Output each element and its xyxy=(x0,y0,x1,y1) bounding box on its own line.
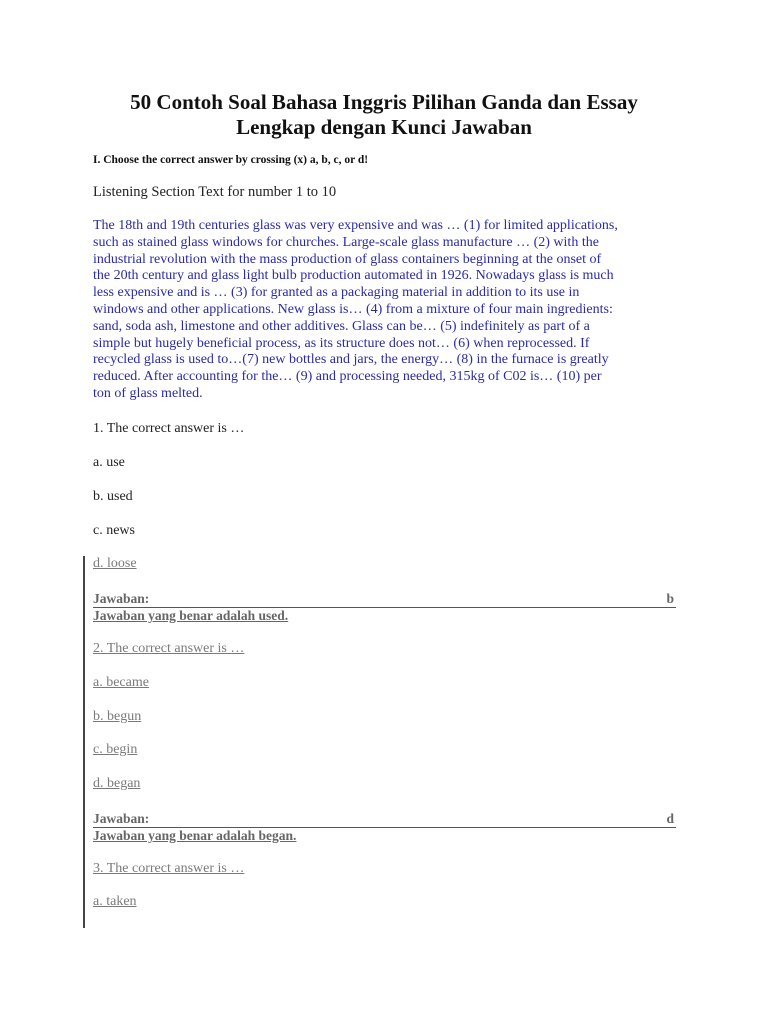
title-line-2: Lengkap dengan Kunci Jawaban xyxy=(236,115,532,139)
title-line-1: 50 Contoh Soal Bahasa Inggris Pilihan Ganda dan Essay xyxy=(130,90,638,114)
section-heading: Listening Section Text for number 1 to 10 xyxy=(93,184,337,200)
margin-bar xyxy=(83,556,85,928)
passage-line: less expensive and is … (3) for granted as a packaging material in addition to its use in xyxy=(93,285,580,301)
listening-passage xyxy=(93,218,678,403)
q1-answer-letter: b xyxy=(666,591,674,606)
q1-answer-row xyxy=(93,591,676,608)
q3-question: 3. The correct answer is … xyxy=(93,861,245,876)
q2-question: 2. The correct answer is … xyxy=(93,641,245,656)
q1-option-b: b. used xyxy=(93,489,133,504)
instruction: I. Choose the correct answer by crossing (x) a, b, c, or d! xyxy=(93,154,369,166)
page-title xyxy=(60,90,708,140)
q2-answer-label: Jawaban: xyxy=(93,811,150,826)
q1-option-a: a. use xyxy=(93,455,125,470)
q2-option-b: b. begun xyxy=(93,709,142,724)
q2-explanation: Jawaban yang benar adalah began. xyxy=(93,828,297,843)
passage-line: the 20th century and glass light bulb production automated in 1926. Nowadays glass is much xyxy=(93,268,614,284)
q1-option-c: c. news xyxy=(93,523,135,538)
passage-line: simple but hugely beneficial process, as its structure does not… (6) when reprocessed. If xyxy=(93,335,590,351)
q2-option-d: d. began xyxy=(93,776,141,791)
q2-answer-letter: d xyxy=(666,811,674,826)
q1-question: 1. The correct answer is … xyxy=(93,421,245,436)
q1-answer-label: Jawaban: xyxy=(93,591,150,606)
passage-line: reduced. After accounting for the… (9) and processing needed, 315kg of C02 is… (10) per xyxy=(93,369,602,385)
q1-explanation: Jawaban yang benar adalah used. xyxy=(93,608,289,623)
passage-line: sand, soda ash, limestone and other additives. Glass can be… (5) indefinitely as part of a xyxy=(93,318,590,334)
q3-option-a: a. taken xyxy=(93,894,137,909)
q2-option-c: c. begin xyxy=(93,742,138,757)
passage-line: The 18th and 19th centuries glass was very expensive and was … (1) for limited applications, xyxy=(93,218,618,233)
q1-option-d: d. loose xyxy=(93,556,137,571)
passage-line: windows and other applications. New glass is… (4) from a mixture of four main ingredients: xyxy=(93,301,613,317)
passage-line: such as stained glass windows for churches. Large-scale glass manufacture … (2) with the xyxy=(93,234,599,250)
passage-line: recycled glass is used to…(7) new bottles and jars, the energy… (8) in the furnace is greatly xyxy=(93,352,609,368)
q2-answer-row xyxy=(93,811,676,828)
passage-line: industrial revolution with the mass production of glass containers beginning at the onset of xyxy=(93,251,602,267)
passage-line: ton of glass melted. xyxy=(93,385,203,401)
q2-option-a: a. became xyxy=(93,675,149,690)
